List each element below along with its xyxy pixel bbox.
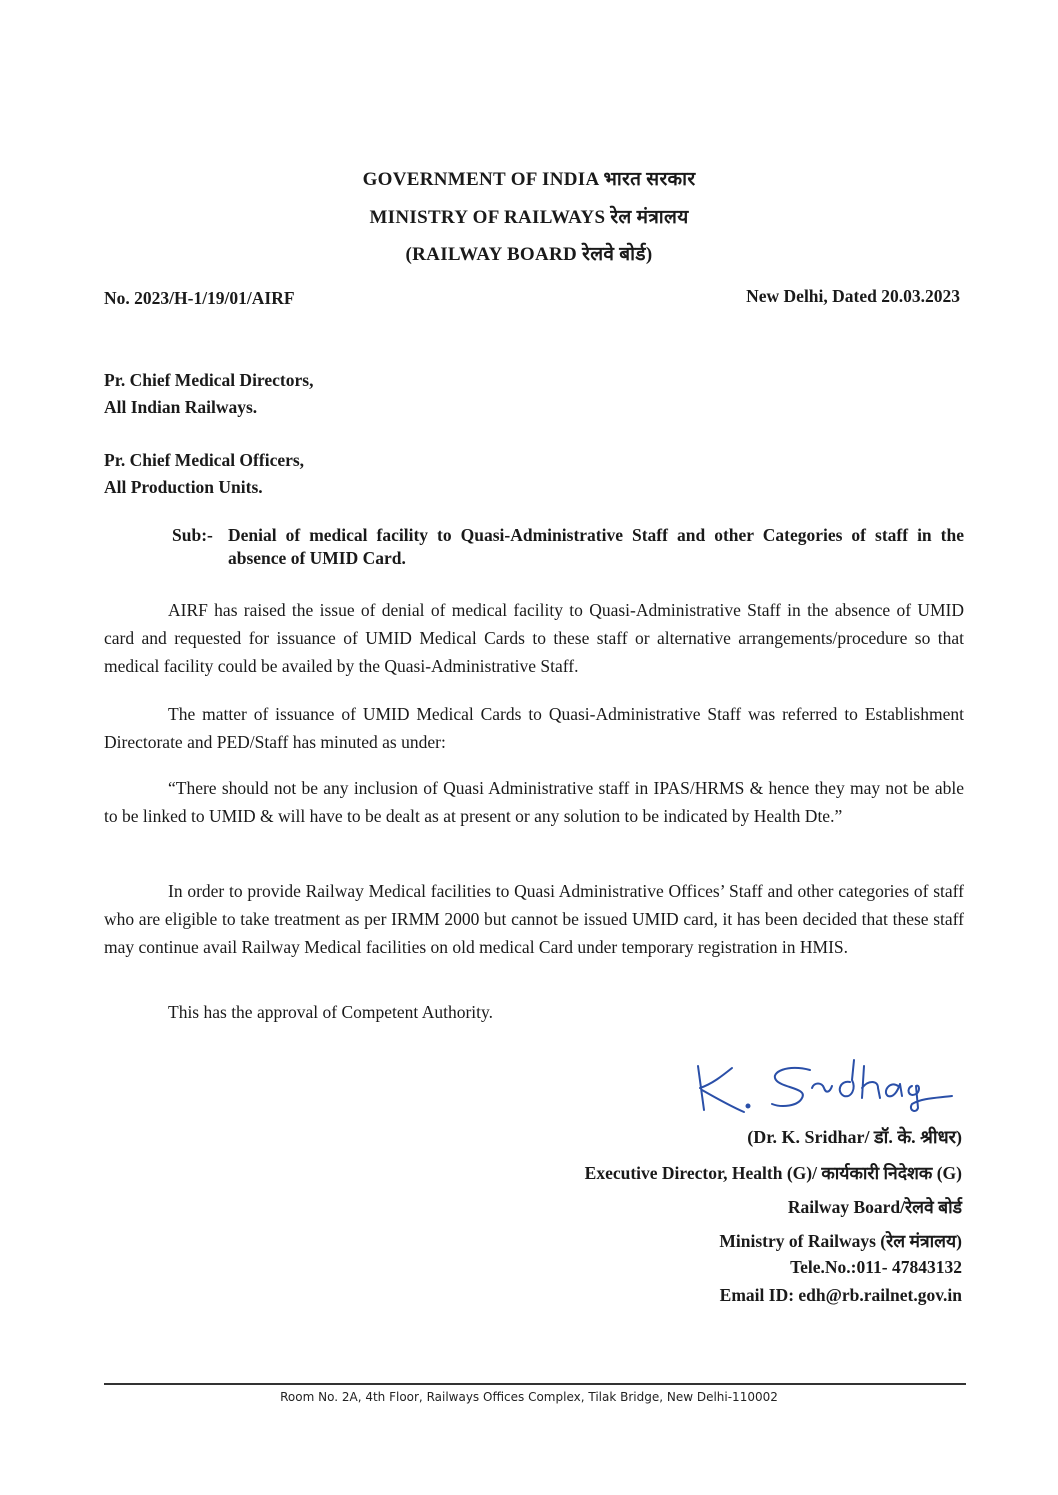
signatory-ministry: Ministry of Railways (रेल मंत्रालय) — [719, 1231, 962, 1251]
addressee-block-1 — [104, 367, 313, 421]
signatory-email[interactable]: Email ID: edh@rb.railnet.gov.in — [719, 1285, 962, 1305]
addressee-block-2 — [104, 447, 304, 501]
addressee-1-line-2: All Indian Railways. — [104, 397, 258, 417]
addressee-2-line-2: All Production Units. — [104, 477, 263, 497]
addressee-2-line-1: Pr. Chief Medical Officers, — [104, 450, 305, 470]
header-ministry: MINISTRY OF RAILWAYS रेल मंत्रालय — [369, 207, 689, 228]
header-government: GOVERNMENT OF INDIA भारत सरकार — [362, 169, 696, 190]
signatory-designation: Executive Director, Health (G)/ कार्यकारी निदेशक (G) — [584, 1163, 962, 1183]
place-date: New Delhi, Dated 20.03.2023 — [746, 286, 960, 306]
subject-label: Sub:- — [172, 525, 213, 545]
body-paragraph-2: The matter of issuance of UMID Medical Cards to Quasi-Administrative Staff was referred to Establishment Directorate and PED/Staff has minuted as under: — [104, 704, 964, 752]
footer-divider — [104, 1383, 966, 1385]
body-paragraph-1: AIRF has raised the issue of denial of medical facility to Quasi-Administrative Staff in the absence of UMID card and requested for issuance of UMID Medical Cards to these staff or alternative arrangements/procedure so that medical facility could be availed by the Quasi-Administrative Staff. — [104, 600, 964, 676]
header-board: (RAILWAY BOARD रेलवे बोर्ड) — [405, 244, 653, 265]
body-paragraph-3: In order to provide Railway Medical facilities to Quasi Administrative Offices’ Staff and other categories of staff who are eligible to take treatment as per IRMM 2000 but cannot be issued UMID card, it has been decided that these staff may continue avail Railway Medical facilities on old medical Card under temporary registration in HMIS. — [104, 881, 964, 957]
subject — [172, 524, 964, 570]
signatory-office: Railway Board/रेलवे बोर्ड — [787, 1197, 962, 1217]
approval-statement: This has the approval of Competent Authority. — [168, 1002, 493, 1022]
reference-number: No. 2023/H-1/19/01/AIRF — [104, 288, 295, 308]
quoted-minute: “There should not be any inclusion of Quasi Administrative staff in IPAS/HRMS & hence they may not be able to be linked to UMID & will have to be dealt as at present or any solution to be indicated by Health Dte.” — [104, 778, 964, 826]
addressee-1-line-1: Pr. Chief Medical Directors, — [104, 370, 314, 390]
signatory-phone: Tele.No.:011- 47843132 — [790, 1257, 962, 1277]
handwritten-signature — [690, 1058, 960, 1128]
footer-address: Room No. 2A, 4th Floor, Railways Offices Complex, Tilak Bridge, New Delhi-110002 — [280, 1390, 778, 1404]
subject-text: Denial of medical facility to Quasi-Administrative Staff and other Categories of staff in the absence of UMID Card. — [228, 525, 964, 568]
signatory-name: (Dr. K. Sridhar/ डॉ. के. श्रीधर) — [747, 1127, 962, 1147]
